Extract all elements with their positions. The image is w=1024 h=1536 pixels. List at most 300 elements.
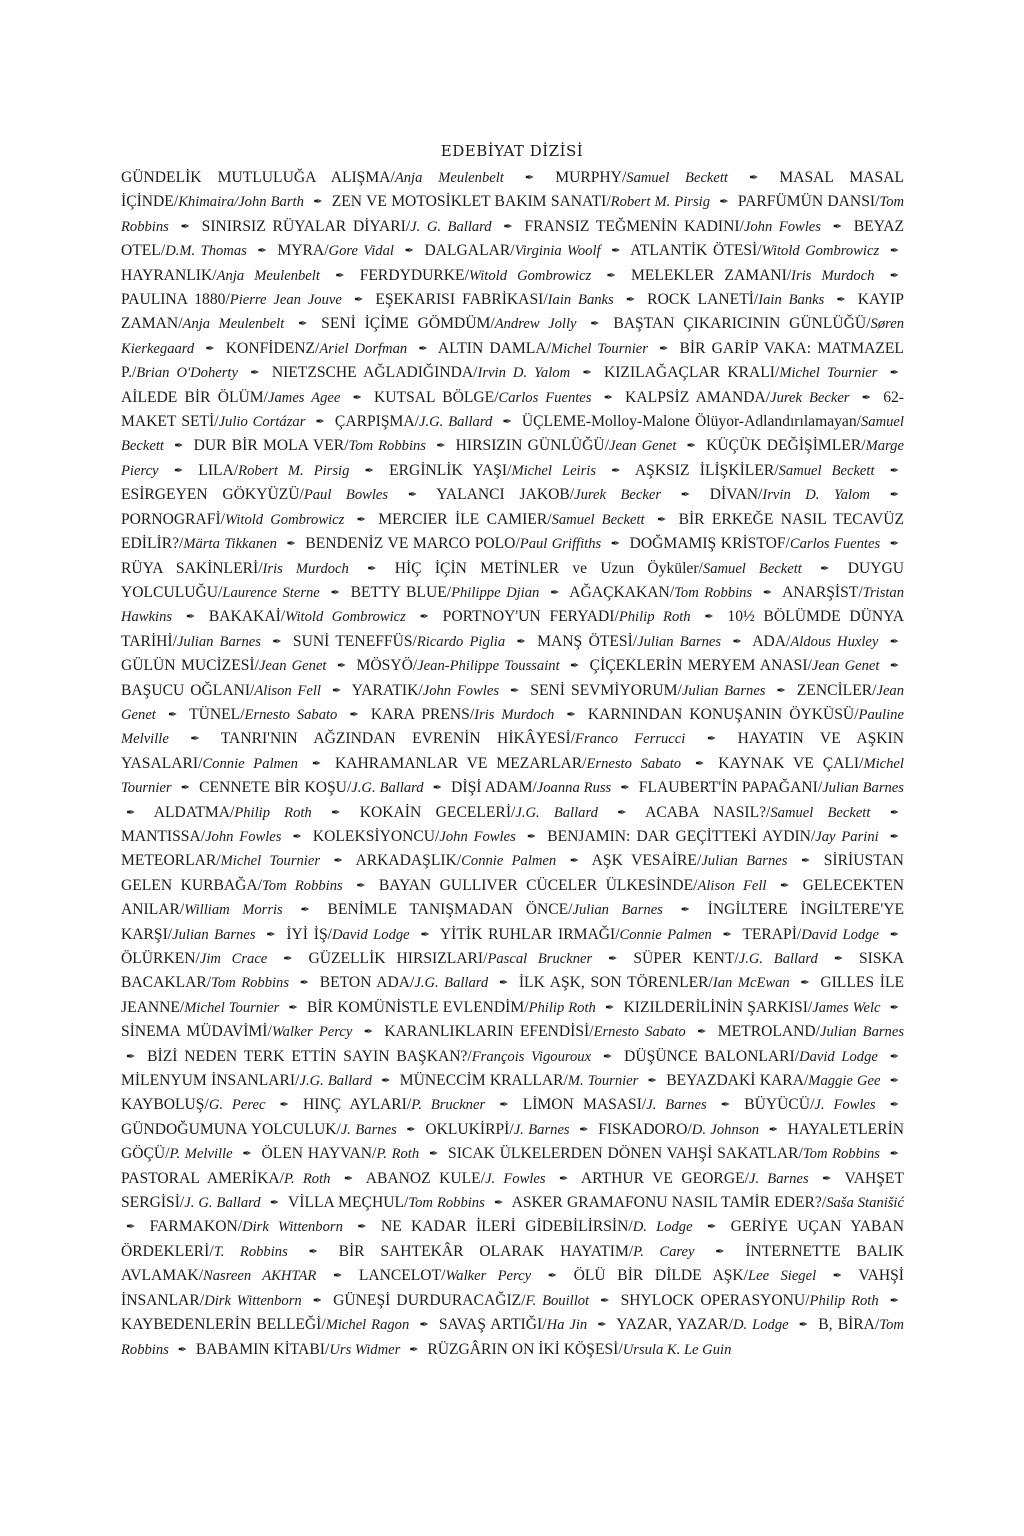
book-entry: AŞK VESAİRE/Julian Barnes [591,852,788,870]
book-title: BETON ADA [319,974,411,992]
book-author: François Vigouroux [471,1048,592,1065]
quill-icon: ✒ [242,1148,252,1161]
book-entry: MANŞ ÖTESİ/Julian Barnes [537,632,722,650]
book-entry: YALANCI JAKOB/Jurek Becker [436,486,662,504]
quill-icon: ✒ [279,1099,289,1112]
quill-icon: ✒ [695,757,705,770]
book-author: Tom Robbins [262,877,343,894]
book-title: KARANLIKLARIN EFENDİSİ [384,1023,590,1041]
book-author: Iris Murdoch [474,706,555,723]
quill-icon: ✒ [820,562,830,575]
book-title: İYİ İŞ [286,925,328,943]
book-entry: GÜLÜN MUCİZESİ/Jean Genet [121,657,327,675]
book-author: John Fowles [743,218,821,235]
quill-icon: ✒ [617,806,627,819]
book-entry: TANRI'NIN AĞZINDAN EVRENİN HİKÂYESİ/Franco Ferrucci [220,730,686,748]
book-title: AŞKSIZ İLİŞKİLER [634,461,775,479]
book-author: Julian Barnes [701,853,788,870]
book-author: Witold Gombrowicz [761,243,880,260]
book-entry: MANTISSA/John Fowles [121,827,282,845]
quill-icon: ✒ [719,196,729,209]
quill-icon: ✒ [647,1075,657,1088]
book-title: BENDENİZ VE MARCO POLO [305,535,516,553]
quill-icon: ✒ [625,294,636,307]
book-author: Ernesto Sabato [593,1024,686,1041]
book-title: HAYATIN VE AŞKIN YASALARI [121,730,905,772]
book-author: Märta Tikkanen [183,536,277,553]
book-entry: ROCK LANETİ/Iain Banks [647,291,825,309]
book-author: Samuel Beckett [770,804,871,821]
book-author: Philippe Djian [451,584,540,601]
book-entry: YİTİK RUHLAR IRMAĞI/Connie Palmen [439,925,712,943]
quill-icon: ✒ [800,977,810,990]
book-entry: BAŞTAN ÇIKARICININ GÜNLÜĞÜ/Søren Kierkegaard [121,315,905,357]
book-author: Samuel Beckett [551,511,645,528]
book-author: Anja Meulenbelt [182,316,285,333]
book-author: Lee Siegel [748,1268,817,1285]
book-title: FISKADORO [598,1120,688,1138]
book-title: HAYRANLIK [121,266,213,284]
quill-icon: ✒ [432,782,442,795]
book-author: Tristan Hawkins [121,584,905,626]
quill-icon: ✒ [611,245,621,258]
quill-icon: ✒ [889,538,899,551]
book-author: Dirk Wittenborn [204,1292,302,1309]
book-author: Julio Cortázar [218,414,306,431]
book-title: GÜZELLİK HIRSIZLARI [308,950,484,967]
book-author: Philip Roth [528,999,596,1016]
book-title: KAHRAMANLAR VE MEZARLAR [334,754,583,772]
book-title: VAHŞİ İNSANLAR [121,1267,904,1309]
book-title: KÜÇÜK DEĞİŞİMLER [706,437,862,455]
quill-icon: ✒ [659,342,669,355]
quill-icon: ✒ [889,806,900,819]
quill-icon: ✒ [272,635,282,648]
quill-icon: ✒ [550,586,560,599]
quill-icon: ✒ [516,635,526,648]
book-entry: KAYNAK VE ÇALI/Michel Tournier [121,754,904,797]
book-title: ROCK LANETİ [647,291,754,309]
book-title: İNGİLTERE İNGİLTERE'YE KARŞI [121,901,905,943]
book-author: Walker Percy [271,1024,353,1041]
book-title: YAZAR, YAZAR [616,1316,729,1334]
book-title: 10½ BÖLÜMDE DÜNYA TARİHİ [121,608,904,650]
quill-icon: ✒ [363,1026,373,1039]
book-author: J.G. Ballard [299,1073,372,1090]
book-entry: BİR KOMÜNİSTLE EVLENDİM/Philip Roth [307,998,596,1016]
book-title: BENİMLE TANIŞMADAN ÖNCE [327,901,569,919]
quill-icon: ✒ [722,928,732,941]
book-entry: PASTORAL AMERİKA/P. Roth [121,1169,331,1187]
book-title: LILA [198,461,234,479]
book-entry: HINÇ AYLARI/P. Bruckner [302,1096,486,1114]
book-author: M. Tournier [567,1073,639,1090]
book-author: Irvin D. Yalom [762,487,870,504]
book-entry: HAYATIN VE AŞKIN YASALARI/Connie Palmen [121,730,905,772]
book-author: P. Carey [633,1243,695,1260]
book-entry: CENNETE BİR KOŞU/J.G. Ballard [199,779,424,797]
book-author: J.G. Ballard [351,780,424,797]
book-title: BABAMIN KİTABI [195,1340,326,1358]
quill-icon: ✒ [180,782,190,795]
book-author: Søren Kierkegaard [121,316,905,357]
quill-icon: ✒ [611,464,621,477]
book-author: Jim Crace [199,951,268,967]
book-title: SISKA BACAKLAR [121,950,905,992]
book-entry: NE KADAR İLERİ GİDEBİLİRSİN/D. Lodge [380,1218,693,1236]
book-entry: DUR BİR MOLA VER/Tom Robbins [193,437,426,455]
book-entry: BENJAMIN: DAR GEÇİTTEKİ AYDIN/Jay Parini [547,827,879,845]
book-author: J.G. Ballard [419,414,493,431]
book-entry: KARA PRENS/Iris Murdoch [370,705,555,723]
book-title: KARNINDAN KONUŞANIN ÖYKÜSÜ [587,705,855,723]
book-entry: KOLEKSİYONCU/John Fowles [312,827,516,845]
book-author: J. G. Ballard [410,218,492,235]
book-title: SENİ İÇİME GÖMDÜM [321,315,491,333]
book-author: J. Fowles [485,1170,546,1187]
book-author: Julian Barnes [637,633,722,650]
book-title: AĞAÇKAKAN [569,583,670,601]
quill-icon: ✒ [409,1343,419,1356]
book-title: ARTHUR VE GEORGE [580,1169,745,1187]
book-title: B, BİRA [818,1316,875,1334]
book-author: D.M. Thomas [165,243,247,260]
quill-icon: ✒ [420,928,430,941]
book-title: CENNETE BİR KOŞU [199,779,347,797]
quill-icon: ✒ [286,538,296,551]
series-title: EDEBİYAT DİZİSİ [440,142,584,160]
book-title: ÜÇLEME-Molloy-Malone Ölüyor-Adlandırılamayan [521,413,857,431]
book-entry: ANARŞİST/Tristan Hawkins [121,583,905,626]
quill-icon: ✒ [680,904,690,917]
book-author: Dirk Wittenborn [242,1219,343,1236]
quill-icon: ✒ [597,1319,607,1332]
book-entry: KALPSİZ AMANDA/Jurek Becker [625,388,850,406]
quill-icon: ✒ [686,440,696,453]
book-title: ESİRGEYEN GÖKYÜZÜ [121,486,300,504]
book-title: KAYBOLUŞ [121,1096,205,1114]
quill-icon: ✒ [582,367,592,380]
quill-icon: ✒ [419,611,429,624]
book-entry: BİR ERKEĞE NASIL TECAVÜZ EDİLİR?/Märta Tikkanen [121,510,904,553]
book-entry: ÇİÇEKLERİN MERYEM ANASI/Jean Genet [589,657,880,675]
book-entry: KIZILDERİLİNİN ŞARKISI/James Welc [623,998,881,1016]
book-author: J. Fowles [814,1097,876,1114]
book-author: Tom Robbins [348,438,426,455]
quill-icon: ✒ [499,1099,509,1112]
quill-icon: ✒ [250,367,260,380]
book-entry: KIZILAĞAÇLAR KRALI/Michel Tournier [603,364,878,382]
quill-icon: ✒ [126,1050,136,1063]
book-entry: AŞKSIZ İLİŞKİLER/Samuel Beckett [634,461,875,479]
book-entry: KONFİDENZ/Ariel Dorfman [225,339,408,357]
book-title: NIETZSCHE AĞLADIĞINDA [271,364,474,382]
book-entry: GÜNEŞİ DURDURACAĞIZ/F. Bouillot [333,1291,590,1309]
quill-icon: ✒ [889,1148,899,1161]
book-title: GERİYE UÇAN YABAN ÖRDEKLERİ [121,1218,904,1260]
book-author: Iris Murdoch [791,267,875,284]
quill-icon: ✒ [205,342,215,355]
book-title: BİR SAHTEKÂR OLARAK HAYATIM [338,1242,629,1260]
book-title: SICAK ÜLKELERDEN DÖNEN VAHŞİ SAKATLAR [448,1145,799,1163]
book-title: MİLENYUM İNSANLARI [121,1072,296,1090]
book-title: BİZİ NEDEN TERK ETTİN SAYIN BAŞKAN? [147,1047,468,1065]
book-entry: METEORLAR/Michel Tournier [121,852,321,870]
book-entry: BİR SAHTEKÂR OLARAK HAYATIM/P. Carey [338,1242,695,1260]
book-title: MÖSYÖ [356,657,413,675]
book-entry: ATLANTİK ÖTESİ/Witold Gombrowicz [630,242,880,260]
quill-icon: ✒ [353,294,364,307]
book-author: Jay Parini [815,828,879,845]
book-title: KAYNAK VE ÇALI [718,754,860,772]
book-title: GÜNDELİK MUTLULUĞA ALIŞMA [121,169,391,186]
book-entry: VAHŞET SERGİSİ/J. G. Ballard [121,1169,904,1212]
book-author: Pierre Jean Jouve [229,292,342,309]
book-entry: GÜNDOĞUMUNA YOLCULUK/J. Barnes [121,1120,397,1138]
book-title: PARFÜMÜN DANSI [737,193,876,211]
book-author: John Fowles [439,828,516,845]
quill-icon: ✒ [336,660,347,673]
book-author: Michel Tournier [121,755,904,797]
quill-icon: ✒ [768,1123,778,1136]
quill-icon: ✒ [822,1172,832,1185]
book-title: İNTERNETTE BALIK AVLAMAK [121,1242,905,1285]
book-title: RÜZGÂRIN ON İKİ KÖŞESİ [427,1340,619,1358]
book-entry: LILA/Robert M. Pirsig [198,461,350,479]
book-author: Carlos Fuentes [498,389,592,406]
book-entry: ERGİNLİK YAŞI/Michel Leiris [389,461,597,479]
book-author: Witold Gombrowicz [225,511,345,528]
book-entry: GERİYE UÇAN YABAN ÖRDEKLERİ/T. Robbins [121,1218,904,1260]
quill-icon: ✒ [680,489,691,502]
quill-icon: ✒ [168,708,178,721]
quill-icon: ✒ [311,757,322,770]
book-title: MANTISSA [121,827,201,845]
book-entry: MERCIER İLE CAMIER/Samuel Beckett [378,510,645,528]
book-title: LANCELOT [358,1267,442,1285]
book-title: SİNEMA MÜDAVİMİ [121,1023,268,1041]
book-author: Samuel Beckett [702,560,802,577]
quill-icon: ✒ [720,1099,731,1112]
book-author: Jurek Becker [574,487,662,504]
book-author: Ricardo Piglia [416,633,506,650]
book-entry: DİŞİ ADAM/Joanna Russ [451,779,612,797]
quill-icon: ✒ [889,245,900,258]
book-entry: HAYALETLERİN GÖÇÜ/P. Melville [121,1120,905,1163]
book-entry: KAHRAMANLAR VE MEZARLAR/Ernesto Sabato [334,754,682,772]
book-title: KALPSİZ AMANDA [625,388,766,406]
book-author: P. Roth [376,1146,420,1163]
quill-icon: ✒ [332,684,342,697]
book-entry: LANCELOT/Walker Percy [358,1267,532,1285]
book-title: SHYLOCK OPERASYONU [620,1291,806,1309]
book-author: Marge Piercy [121,438,904,479]
quill-icon: ✒ [559,1172,569,1185]
book-title: BİR KOMÜNİSTLE EVLENDİM [307,998,525,1016]
book-title: BÜYÜCÜ [744,1096,811,1114]
book-entry: KOKAİN GECELERİ/J.G. Ballard [359,803,598,821]
book-author: J. Barnes [340,1121,397,1138]
book-title: METEORLAR [121,852,217,870]
quill-icon: ✒ [889,830,900,843]
book-author: Carlos Fuentes [789,536,881,553]
quill-icon: ✒ [704,611,714,624]
book-entry: KAYIP ZAMAN/Anja Meulenbelt [121,291,904,333]
book-entry: MÖSYÖ/Jean-Philippe Toussaint [356,657,560,675]
book-author: Jean Genet [258,658,327,675]
quill-icon: ✒ [308,1245,318,1258]
book-entry: NIETZSCHE AĞLADIĞINDA/Irvin D. Yalom [271,364,571,382]
book-entry: TERAPİ/David Lodge [742,925,879,943]
book-title: SUNİ TENEFFÜS [292,632,413,650]
quill-icon: ✒ [335,269,345,282]
quill-icon: ✒ [776,684,786,697]
book-entry: GÜNDELİK MUTLULUĞA ALIŞMA/Anja Meulenbelt [121,169,504,186]
book-title: BAŞUCU OĞLANI [121,681,251,699]
quill-icon: ✒ [620,782,630,795]
book-author: William Morris [184,902,283,919]
book-title: BETTY BLUE [350,583,447,601]
book-author: Philip Roth [234,804,312,821]
book-title: İLK AŞK, SON TÖRENLER [518,974,709,992]
quill-icon: ✒ [608,953,618,965]
book-entry: BETON ADA/J.G. Ballard [319,974,489,992]
book-author: Robert M. Pirsig [238,462,350,479]
book-author: Ha Jin [546,1317,588,1334]
book-title: MERCIER İLE CAMIER [378,510,548,528]
book-title: KOLEKSİYONCU [312,827,436,845]
quill-icon: ✒ [381,1075,391,1088]
quill-icon: ✒ [257,245,267,258]
book-author: D. Lodge [632,1219,693,1236]
book-author: Laurence Sterne [222,584,320,601]
book-author: Ernesto Sabato [586,755,682,772]
book-title: BİR GARİP VAKA: MATMAZEL P. [121,339,904,382]
book-title: SINIRSIZ RÜYALAR DİYARI [201,217,406,235]
book-entry: B, BİRA/Tom Robbins [121,1316,904,1358]
book-author: J.G. Ballard [414,975,489,992]
book-title: DÜŞÜNCE BALONLARI [624,1047,795,1065]
book-title: EŞEKARISI FABRİKASI [375,291,544,309]
book-entry: METROLAND/Julian Barnes [717,1023,905,1041]
book-title: MANŞ ÖTESİ [537,632,633,650]
book-entry: SENİ İÇİME GÖMDÜM/Andrew Jolly [321,315,577,333]
quill-icon: ✒ [889,269,899,282]
book-entry: KAYBOLUŞ/G. Perec [121,1096,266,1114]
quill-icon: ✒ [330,586,340,599]
book-author: Saša Stanišić [826,1195,904,1212]
book-author: D. Lodge [733,1317,789,1334]
book-title: HAYALETLERİN GÖÇÜ [121,1120,905,1163]
quill-icon: ✒ [656,513,667,526]
book-author: Jean Genet [811,658,880,675]
book-author: Walker Percy [445,1268,532,1285]
book-title: KONFİDENZ [225,339,316,357]
book-title: PAULINA 1880 [121,291,226,309]
quill-icon: ✒ [126,806,136,819]
book-author: Connie Palmen [619,926,712,943]
book-entry: MÜNECCİM KRALLAR/M. Tournier [399,1072,639,1090]
quill-icon: ✒ [357,1221,367,1234]
book-author: G. Perec [208,1097,266,1114]
book-entry: TÜNEL/Ernesto Sabato [189,705,338,723]
book-entry: BEYAZ OTEL/D.M. Thomas [121,217,905,260]
book-title: FARMAKON [149,1218,238,1236]
quill-icon: ✒ [605,1001,615,1014]
quill-icon: ✒ [343,1172,354,1185]
quill-icon: ✒ [569,855,579,868]
quill-icon: ✒ [331,806,341,819]
quill-icon: ✒ [498,977,509,990]
book-entry: DALGALAR/Virginia Woolf [424,242,601,260]
book-author: Maggie Gee [808,1073,881,1090]
book-entry: ÖLÜRKEN/Jim Crace [121,950,268,967]
book-entry: DOĞMAMIŞ KRİSTOF/Carlos Fuentes [629,535,881,553]
quill-icon: ✒ [436,440,446,453]
book-title: KARA PRENS [370,705,470,723]
book-entry: BEYAZDAKİ KARA/Maggie Gee [666,1072,881,1090]
book-author: Ursula K. Le Guin [622,1341,732,1358]
book-author: David Lodge [801,926,879,943]
book-author: Iain Banks [547,292,614,309]
book-entry: BAŞUCU OĞLANI/Alison Fell [121,681,321,699]
book-author: John Fowles [422,682,500,699]
book-entry: BABAMIN KİTABI/Urs Widmer [195,1340,401,1358]
book-author: Gore Vidal [328,243,394,260]
quill-icon: ✒ [566,708,576,721]
book-title: GÜLÜN MUCİZESİ [121,657,255,675]
book-title: SİRİUSTAN GELEN KURBAĞA [121,852,904,894]
quill-icon: ✒ [610,538,620,551]
book-title: YİTİK RUHLAR IRMAĞI [439,925,616,943]
book-entry: ABANOZ KULE/J. Fowles [365,1169,546,1187]
book-author: Franco Ferrucci [575,731,686,748]
book-title: DOĞMAMIŞ KRİSTOF [629,535,786,553]
book-entry: ÇARPIŞMA/J.G. Ballard [334,413,493,431]
book-entry: VİLLA MEÇHUL/Tom Robbins [288,1194,485,1212]
book-title: GÜNDOĞUMUNA YOLCULUK [121,1120,337,1138]
book-author: P. Melville [169,1146,233,1163]
book-entry: SİNEMA MÜDAVİMİ/Walker Percy [121,1023,353,1041]
book-author: Connie Palmen [202,755,298,772]
book-entry: ARKADAŞLIK/Connie Palmen [355,852,557,870]
book-entry: FRANSIZ TEĞMENİN KADINI/John Fowles [524,217,821,235]
book-author: Connie Palmen [461,853,557,870]
quill-icon: ✒ [313,196,323,209]
book-author: Julian Barnes [176,633,261,650]
book-title: GELECEKTEN ANILAR [121,876,905,919]
book-entry: ARTHUR VE GEORGE/J. Barnes [580,1169,809,1187]
book-author: F. Bouillot [525,1292,590,1309]
book-entry: PARFÜMÜN DANSI/Tom Robbins [121,193,905,235]
book-title: DALGALAR [424,242,511,260]
quill-icon: ✒ [356,513,366,526]
book-entry: YAZAR, YAZAR/D. Lodge [616,1316,789,1334]
quill-icon: ✒ [600,1294,610,1307]
book-title: NE KADAR İLERİ GİDEBİLİRSİN [380,1218,629,1236]
book-title: GÜNEŞİ DURDURACAĞIZ [333,1291,522,1309]
book-author: Philip Roth [618,609,691,626]
book-entry: GILLES İLE JEANNE/Michel Tournier [121,974,904,1016]
quill-icon: ✒ [407,489,418,502]
book-title: DUR BİR MOLA VER [193,437,345,455]
book-title: TÜNEL [189,705,241,723]
book-author: Julian Barnes [681,682,766,699]
book-entry: FARMAKON/Dirk Wittenborn [149,1218,343,1236]
quill-icon: ✒ [861,391,871,404]
book-title: AİLEDE BİR ÖLÜM [121,388,264,406]
quill-icon: ✒ [292,830,302,843]
